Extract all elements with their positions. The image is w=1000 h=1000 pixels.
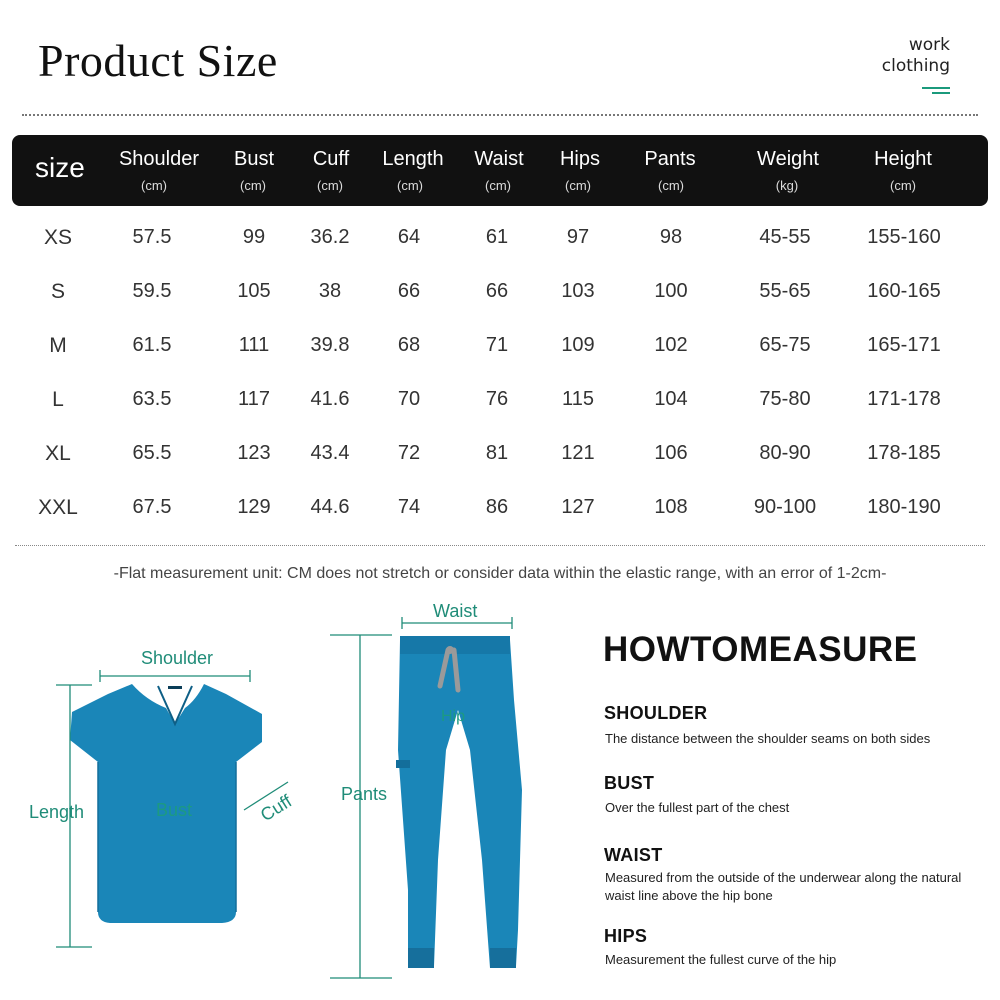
measure-hips-desc: Measurement the fullest curve of the hip xyxy=(605,952,837,967)
table-row xyxy=(0,388,1000,442)
measure-bust-desc: Over the fullest part of the chest xyxy=(605,800,790,815)
table-cell: 104 xyxy=(654,388,688,410)
unit-weight: (kg) xyxy=(775,178,799,193)
table-cell: 121 xyxy=(561,442,595,464)
label-pants: Pants xyxy=(341,784,388,804)
table-row xyxy=(0,442,1000,496)
divider-top xyxy=(22,114,978,116)
measure-waist-title: WAIST xyxy=(604,845,663,865)
measure-shoulder-title: SHOULDER xyxy=(604,703,708,723)
measure-bust-title: BUST xyxy=(604,773,655,793)
table-cell: 127 xyxy=(561,496,595,518)
table-cell: 115 xyxy=(562,388,594,410)
table-cell: 106 xyxy=(654,442,688,464)
table-cell: 64 xyxy=(397,226,421,248)
size-table-header xyxy=(12,135,988,206)
header-length: Length xyxy=(382,148,444,170)
table-cell: 43.4 xyxy=(310,442,350,464)
divider-middle xyxy=(15,545,985,546)
unit-waist: (cm) xyxy=(485,178,511,193)
label-bust: Bust xyxy=(156,800,193,820)
size-label-cell: L xyxy=(52,388,64,411)
brand-logo xyxy=(882,35,950,77)
table-cell: 55-65 xyxy=(759,280,811,302)
size-label-cell: M xyxy=(49,334,67,357)
measure-shoulder-desc: The distance between the shoulder seams on both sides xyxy=(605,731,931,746)
table-cell: 103 xyxy=(561,280,595,302)
unit-cuff: (cm) xyxy=(317,178,343,193)
page-title: Product Size xyxy=(38,35,278,86)
table-cell: 61 xyxy=(485,226,509,248)
table-row xyxy=(0,496,1000,550)
table-cell: 105 xyxy=(237,280,271,302)
label-hip: Hip xyxy=(441,708,466,725)
scrub-pants-icon xyxy=(396,636,522,968)
table-cell: 155-160 xyxy=(867,226,941,248)
label-cuff: Cuff xyxy=(256,790,296,826)
header-cuff: Cuff xyxy=(312,148,350,170)
table-cell: 180-190 xyxy=(867,496,941,518)
table-cell: 171-178 xyxy=(867,388,941,410)
table-cell: 72 xyxy=(397,442,421,464)
unit-shoulder: (cm) xyxy=(141,178,167,193)
label-length: Length xyxy=(29,802,85,822)
table-row xyxy=(0,226,1000,280)
table-cell: 61.5 xyxy=(132,334,172,356)
header-hips: Hips xyxy=(559,148,601,170)
label-waist: Waist xyxy=(433,601,478,621)
table-cell: 81 xyxy=(485,442,509,464)
table-cell: 165-171 xyxy=(867,334,941,356)
header-pants: Pants xyxy=(644,148,696,170)
table-cell: 76 xyxy=(485,388,509,410)
brand-line-2: clothing xyxy=(881,56,950,76)
garment-drawing xyxy=(0,590,580,1000)
table-cell: 102 xyxy=(654,334,688,356)
size-label-cell: XXL xyxy=(38,496,78,519)
table-cell: 59.5 xyxy=(132,280,172,302)
unit-height: (cm) xyxy=(890,178,916,193)
unit-bust: (cm) xyxy=(240,178,266,193)
header-weight: Weight xyxy=(757,148,819,170)
header-size: size xyxy=(35,152,85,183)
table-row xyxy=(0,280,1000,334)
table-cell: 160-165 xyxy=(867,280,941,302)
table-cell: 117 xyxy=(238,388,270,410)
table-cell: 90-100 xyxy=(753,496,817,518)
unit-length: (cm) xyxy=(397,178,423,193)
table-cell: 38 xyxy=(318,280,342,302)
table-cell: 111 xyxy=(238,334,270,356)
header-bust: Bust xyxy=(233,148,275,170)
measure-hips-title: HIPS xyxy=(604,926,648,946)
header-height: Height xyxy=(874,148,932,170)
table-cell: 67.5 xyxy=(132,496,172,518)
label-shoulder: Shoulder xyxy=(141,648,214,668)
table-cell: 86 xyxy=(485,496,509,518)
table-cell: 74 xyxy=(397,496,421,518)
table-cell: 108 xyxy=(654,496,688,518)
table-cell: 178-185 xyxy=(867,442,941,464)
table-cell: 39.8 xyxy=(310,334,350,356)
measurement-note: -Flat measurement unit: CM does not stretch or consider data within the elastic range, with an error of 1-2cm- xyxy=(113,565,887,582)
table-cell: 109 xyxy=(561,334,595,356)
unit-hips: (cm) xyxy=(565,178,591,193)
table-cell: 80-90 xyxy=(759,442,811,464)
table-cell: 44.6 xyxy=(310,496,350,518)
table-cell: 71 xyxy=(485,334,509,356)
table-cell: 99 xyxy=(242,226,266,248)
table-cell: 98 xyxy=(659,226,683,248)
header-waist: Waist xyxy=(474,148,524,170)
size-label-cell: XL xyxy=(45,442,71,465)
brand-mark-icon xyxy=(922,87,950,95)
brand-line-1: work xyxy=(908,35,950,55)
table-cell: 68 xyxy=(397,334,421,356)
table-row xyxy=(0,334,1000,388)
unit-pants: (cm) xyxy=(658,178,684,193)
table-cell: 129 xyxy=(237,496,271,518)
table-cell: 75-80 xyxy=(759,388,811,410)
table-cell: 66 xyxy=(397,280,421,302)
header-shoulder: Shoulder xyxy=(118,148,200,170)
table-cell: 100 xyxy=(654,280,688,302)
size-label-cell: S xyxy=(50,280,66,303)
table-cell: 65.5 xyxy=(132,442,172,464)
size-label-cell: XS xyxy=(43,226,73,249)
table-cell: 66 xyxy=(485,280,509,302)
howto-title: HOWTOMEASURE xyxy=(603,630,918,669)
table-cell: 63.5 xyxy=(132,388,172,410)
table-cell: 45-55 xyxy=(759,226,811,248)
table-cell: 97 xyxy=(566,226,590,248)
measurement-illustration xyxy=(0,590,580,1000)
table-cell: 70 xyxy=(397,388,421,410)
table-cell: 41.6 xyxy=(310,388,350,410)
measure-waist-desc: Measured from the outside of the underwear along the natural waist line above the hip bone xyxy=(605,870,962,903)
table-cell: 36.2 xyxy=(310,226,350,248)
table-cell: 123 xyxy=(237,442,271,464)
table-cell: 57.5 xyxy=(132,226,172,248)
table-cell: 65-75 xyxy=(759,334,811,356)
